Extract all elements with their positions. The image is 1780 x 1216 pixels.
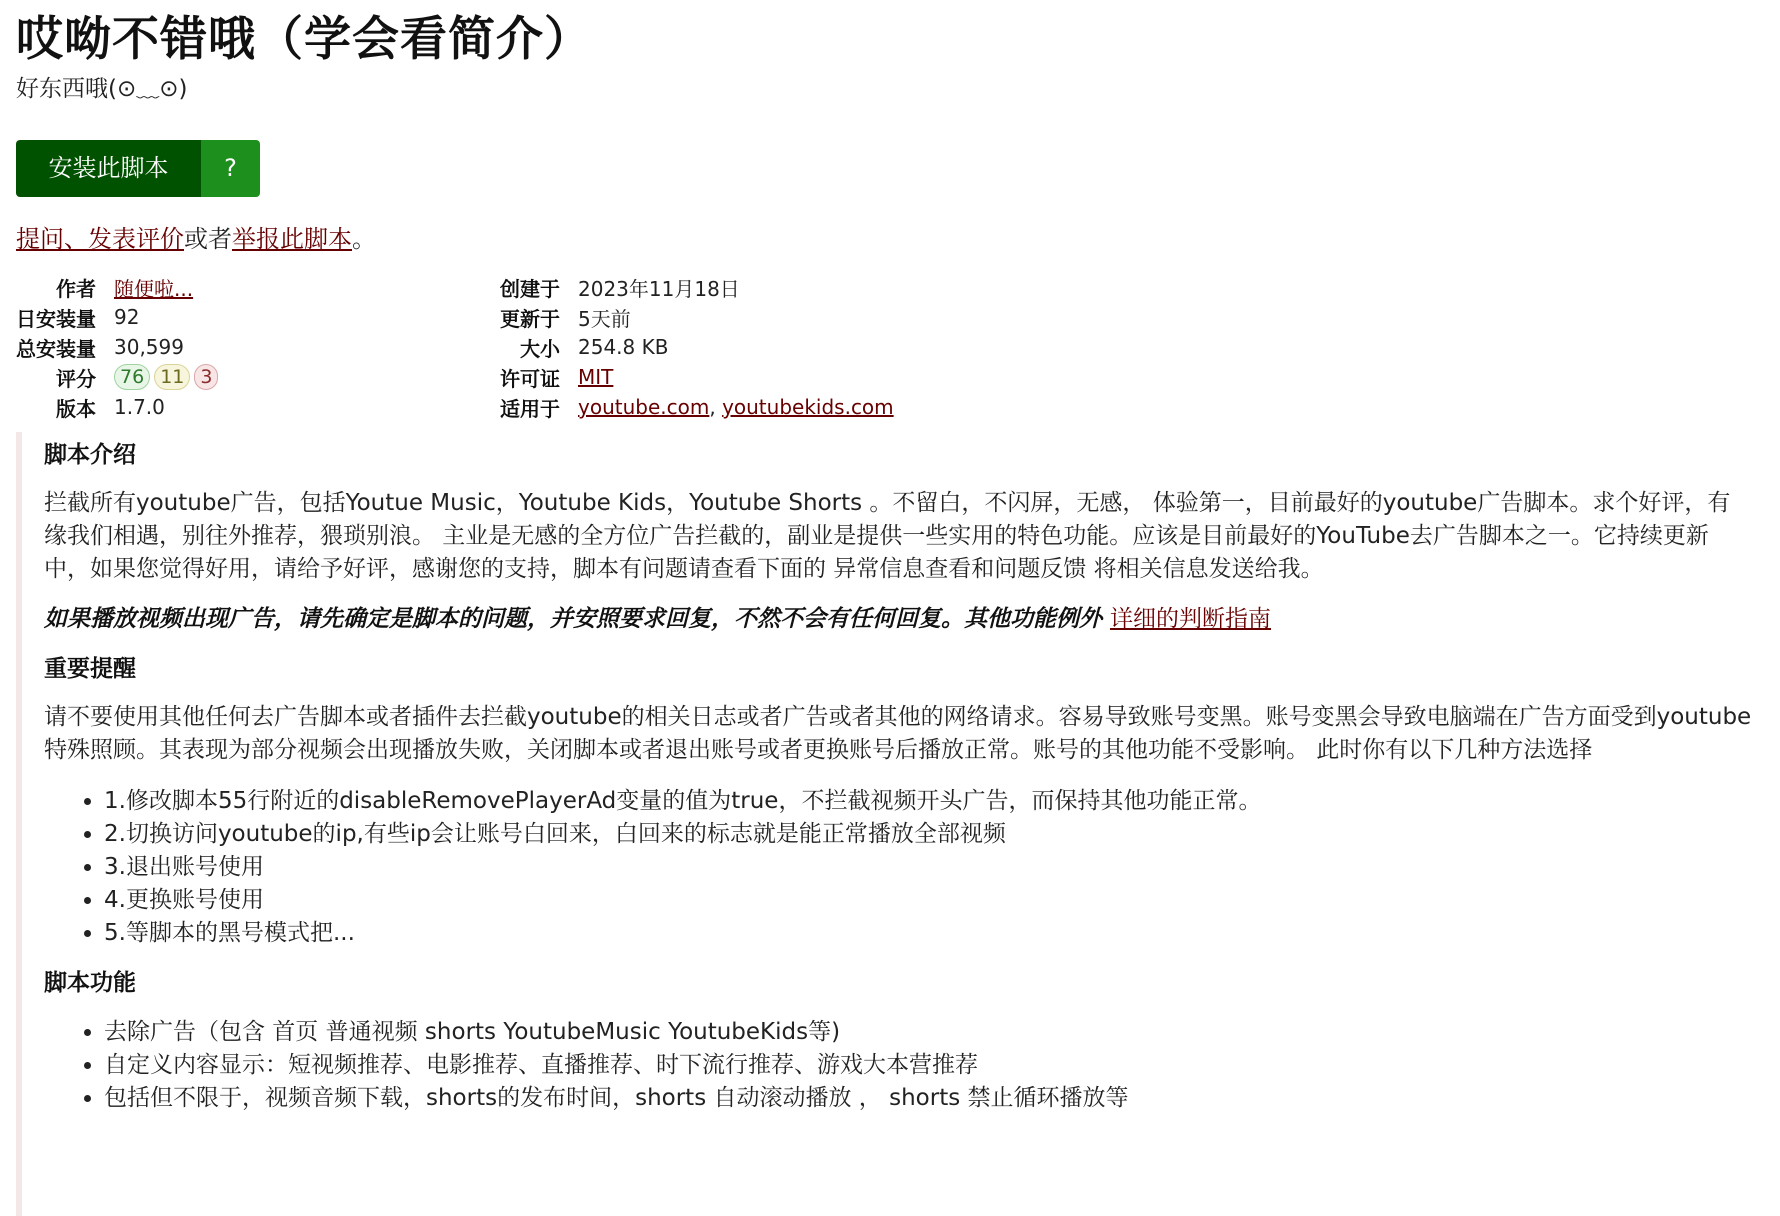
feedback-period: 。	[352, 225, 376, 253]
applies-to-label: 适用于	[500, 396, 560, 421]
daily-installs-value: 92	[114, 305, 140, 329]
meta-row-created	[480, 272, 894, 302]
meta-row-license	[480, 362, 894, 392]
judgment-guide-link[interactable]: 详细的判断指南	[1110, 606, 1272, 632]
install-button-group	[16, 140, 260, 197]
list-item: • 5.等脚本的黑号模式把...	[104, 917, 1752, 950]
license-label: 许可证	[500, 366, 560, 391]
page-title: 哎呦不错哦（学会看简介）	[16, 12, 592, 67]
version-value: 1.7.0	[114, 395, 165, 419]
version-label: 版本	[56, 396, 96, 421]
script-description	[16, 432, 1752, 1216]
meta-row-size	[480, 332, 894, 362]
license-link[interactable]: MIT	[578, 365, 614, 389]
size-label: 大小	[520, 336, 560, 361]
feedback-or-text: 或者	[184, 225, 232, 253]
features-list	[44, 1016, 1752, 1115]
feedback-line	[16, 222, 376, 256]
total-installs-label: 总安装量	[16, 336, 96, 361]
page-subtitle: 好东西哦(⊙﹏⊙)	[16, 76, 188, 102]
applies-to-youtubekids-link[interactable]: youtubekids.com	[722, 395, 894, 419]
script-meta-left	[16, 272, 222, 422]
install-help-button[interactable]: ?	[201, 140, 260, 197]
ad-warning	[44, 602, 1752, 636]
author-label: 作者	[56, 276, 96, 301]
intro-paragraph: 拦截所有youtube广告，包括Youtue Music，Youtube Kids，Youtube Shorts 。不留白，不闪屏，无感， 体验第一，目前最好的youtube广告脚本。求个好评，有缘我们相遇，别往外推荐，猥琐别浪。 主业是无感的全方位广告拦截的，副业是提供一些实用的特色功能。应该是目前最好的YouTube去广告脚本之一。它持续更新中，如果您觉得好用，请给予好评，感谢您的支持，脚本有问题请查看下面的 异常信息查看和问题反馈 将相关信息发送给我。	[44, 490, 1731, 582]
list-item: • 3.退出账号使用	[104, 851, 1752, 884]
size-value: 254.8 KB	[578, 335, 669, 359]
list-item: • 自定义内容显示：短视频推荐、电影推荐、直播推荐、时下流行推荐、游戏大本营推荐	[104, 1049, 1752, 1082]
rating-bad-badge: 3	[194, 364, 218, 390]
created-label: 创建于	[500, 276, 560, 301]
intro-heading: 脚本介绍	[44, 442, 136, 468]
important-paragraph: 请不要使用其他任何去广告脚本或者插件去拦截youtube的相关日志或者广告或者其他的网络请求。容易导致账号变黑。账号变黑会导致电脑端在广告方面受到youtube特殊照顾。其表现为部分视频会出现播放失败，关闭脚本或者退出账号或者更换账号后播放正常。账号的其他功能不受影响。 此时你有以下几种方法选择	[44, 704, 1752, 763]
meta-row-rating	[16, 362, 222, 392]
total-installs-value: 30,599	[114, 335, 184, 359]
meta-row-version	[16, 392, 222, 422]
applies-to-separator: ,	[709, 395, 723, 419]
rating-pills	[114, 364, 222, 390]
features-heading: 脚本功能	[44, 970, 136, 996]
rating-good-badge: 76	[114, 364, 150, 390]
applies-to-youtube-link[interactable]: youtube.com	[578, 395, 710, 419]
workaround-list	[44, 785, 1752, 950]
updated-label: 更新于	[500, 306, 560, 331]
meta-row-updated	[480, 302, 894, 332]
list-item: • 去除广告（包含 首页 普通视频 shorts YoutubeMusic YoutubeKids等)	[104, 1016, 1752, 1049]
report-link[interactable]: 举报此脚本	[232, 225, 352, 253]
rating-label: 评分	[56, 366, 96, 391]
install-script-button[interactable]: 安装此脚本	[16, 140, 201, 197]
list-item: • 2.切换访问youtube的ip,有些ip会让账号白回来，白回来的标志就是能正常播放全部视频	[104, 818, 1752, 851]
meta-row-author	[16, 272, 222, 302]
daily-installs-label: 日安装量	[16, 306, 96, 331]
meta-row-daily-installs	[16, 302, 222, 332]
list-item: • 4.更换账号使用	[104, 884, 1752, 917]
created-value: 2023年11月18日	[578, 276, 740, 301]
rating-ok-badge: 11	[154, 364, 190, 390]
script-meta-right	[480, 272, 894, 422]
meta-row-applies-to	[480, 392, 894, 422]
important-heading: 重要提醒	[44, 656, 136, 682]
updated-value: 5天前	[578, 306, 631, 331]
author-link[interactable]: 随便啦...	[114, 276, 194, 301]
review-link[interactable]: 提问、发表评价	[16, 225, 184, 253]
list-item: • 1.修改脚本55行附近的disableRemovePlayerAd变量的值为true，不拦截视频开头广告，而保持其他功能正常。	[104, 785, 1752, 818]
ad-warning-text: 如果播放视频出现广告，请先确定是脚本的问题，并安照要求回复，不然不会有任何回复。其他功能例外	[44, 606, 1102, 632]
list-item: • 包括但不限于，视频音频下载，shorts的发布时间，shorts 自动滚动播放 ， shorts 禁止循环播放等	[104, 1082, 1752, 1115]
meta-row-total-installs	[16, 332, 222, 362]
